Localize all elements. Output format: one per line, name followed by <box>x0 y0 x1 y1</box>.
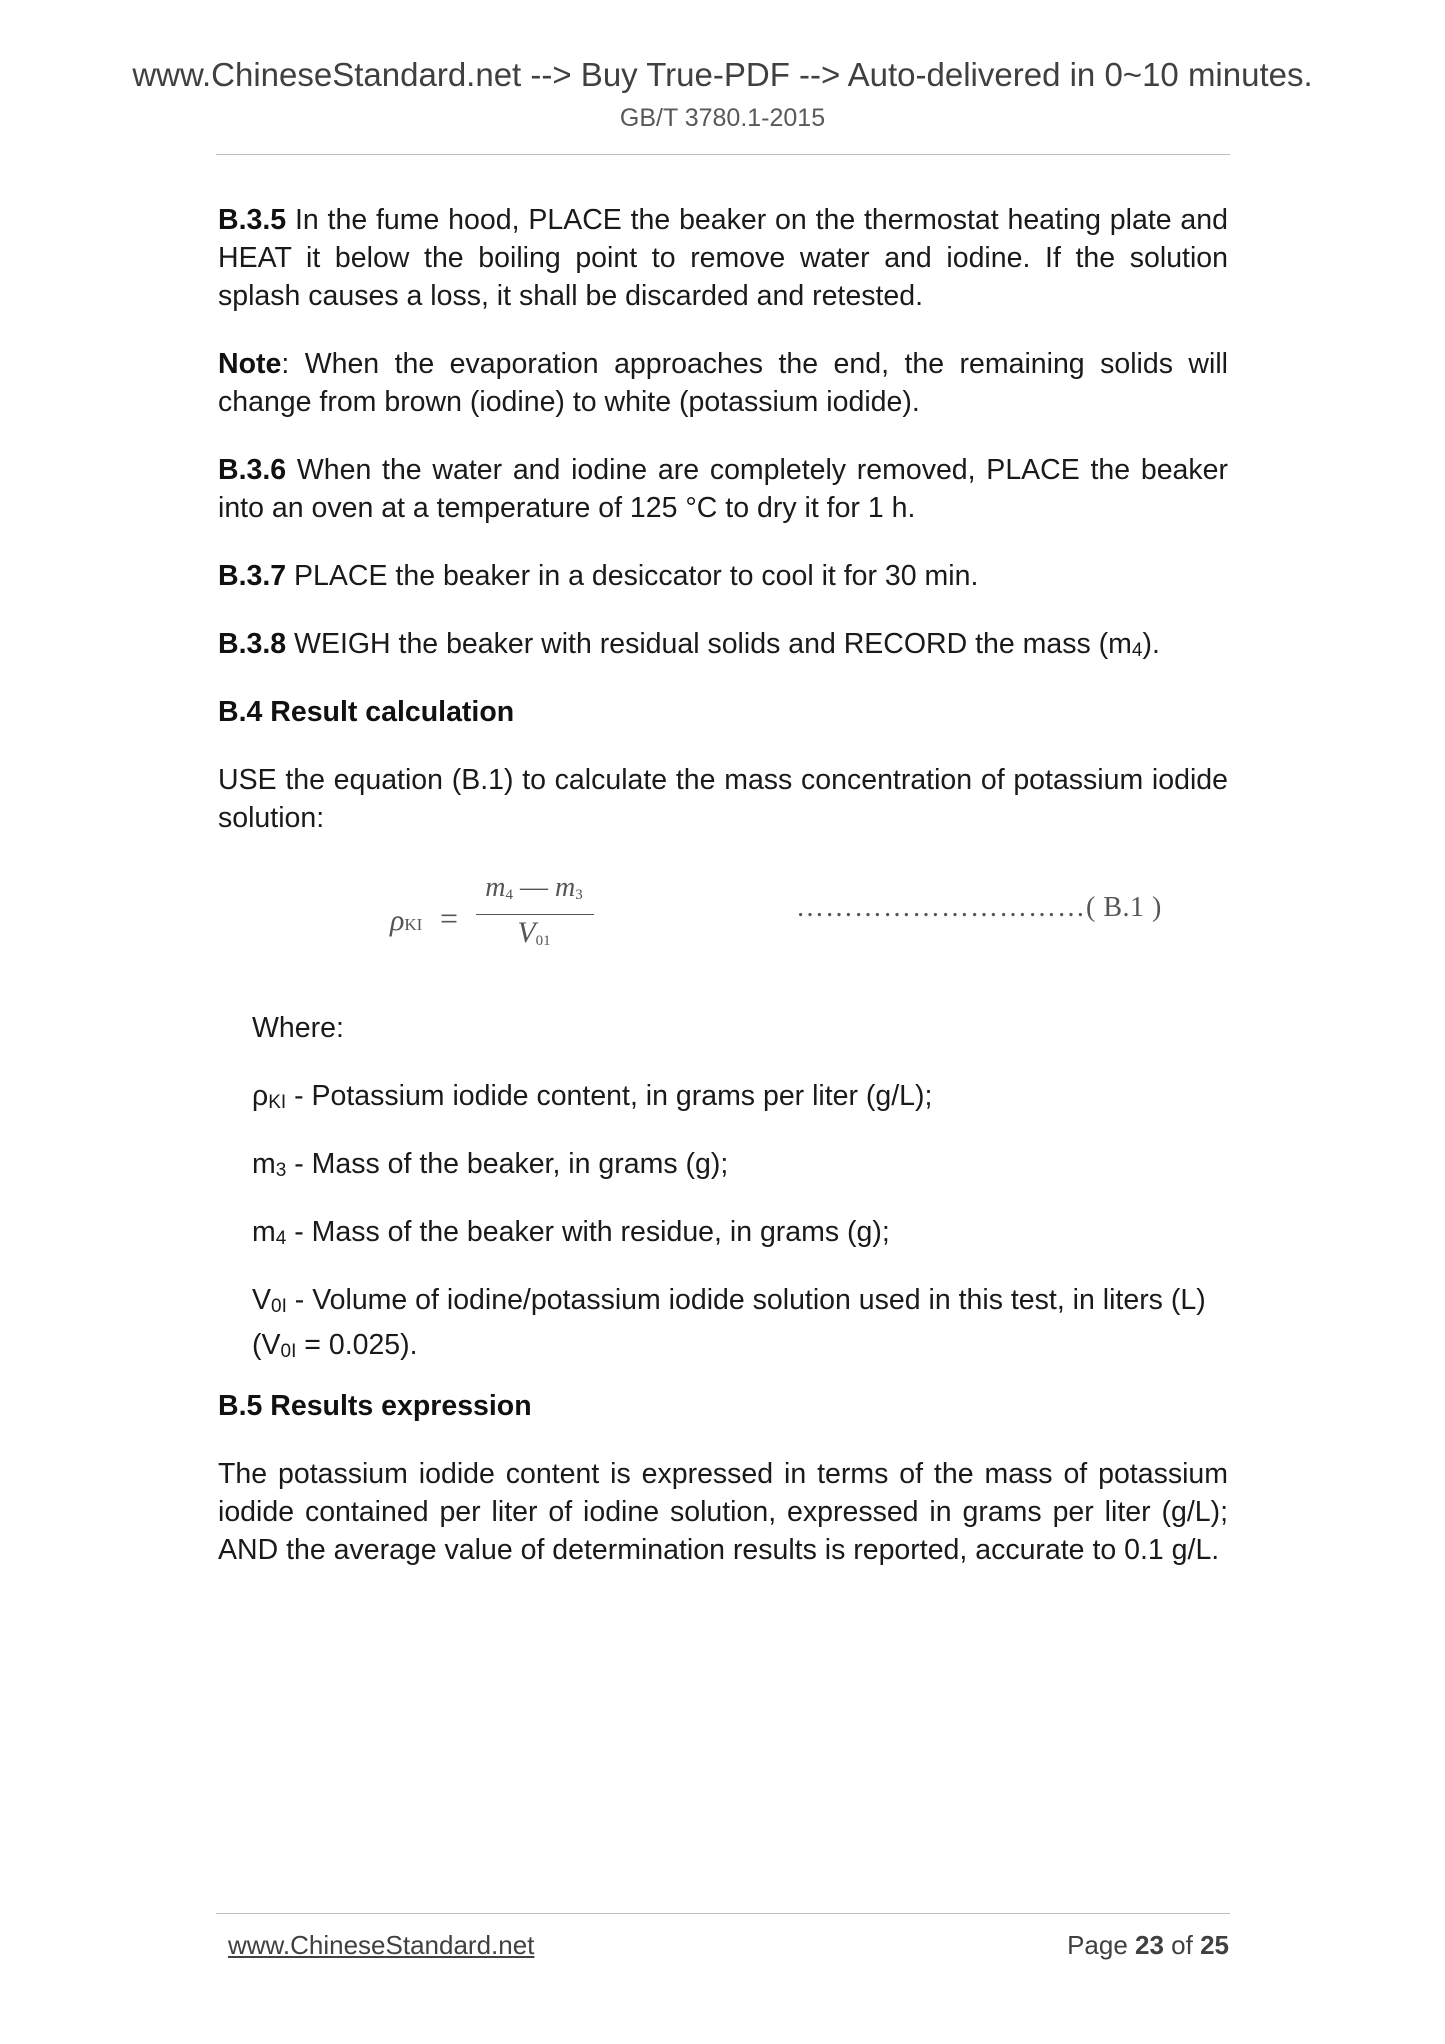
def-m4: $m_4$ - Mass of the beaker with residue, in grams (g); <box>252 1216 890 1249</box>
note-text: : When the evaporation approaches the end, the remaining solids will change from brown (iodine) to white (potassium iodide). <box>218 348 1228 418</box>
equation-numerator: $m_4$ — $m_3$ <box>485 872 583 903</box>
footer-website-link[interactable]: www.ChineseStandard.net <box>228 1930 535 1960</box>
header-promo-link[interactable]: www.ChineseStandard.net --> Buy True-PDF --> Auto-delivered in 0~10 minutes. <box>132 56 1313 93</box>
clause-b37-label: B.3.7 <box>218 560 287 592</box>
equation-equals: = <box>440 900 459 936</box>
def-v0i: $V_{0I}$ - Volume of iodine/potassium iodide solution used in this test, in liters (L) $(V_{0I} = 0.025)$. <box>252 1284 1206 1362</box>
clause-b38-sub: 4 <box>1131 640 1143 661</box>
equation-denominator: $V_{01}$ <box>517 916 551 949</box>
section-b4-heading: B.4 Result calculation <box>218 696 515 728</box>
standard-number: GB/T 3780.1-2015 <box>619 104 826 132</box>
where-label: Where: <box>252 1012 344 1044</box>
clause-b38-text: WEIGH the beaker with residual solids and RECORD the mass (m <box>286 628 1132 660</box>
clause-b37 <box>218 557 1228 595</box>
equation-b1 <box>390 872 630 956</box>
def-rho-ki: $\rho_{KI}$ - Potassium iodide content, in grams per liter (g/L); <box>252 1080 933 1113</box>
clause-b36 <box>218 451 1228 527</box>
clause-b37-text: PLACE the beaker in a desiccator to cool it for 30 min. <box>286 560 979 592</box>
clause-b36-label: B.3.6 <box>218 454 287 486</box>
note-label: Note <box>218 348 282 380</box>
equation-number: …………………………( B.1 ) <box>796 892 1162 923</box>
section-b5-heading: B.5 Results expression <box>218 1390 532 1422</box>
section-b5-text: The potassium iodide content is expressed in terms of the mass of potassium iodide contained per liter of iodine solution, expressed in grams per liter (g/L); AND the average value of determination results is reported, accurate to 0.1 g/L. <box>218 1458 1228 1566</box>
footer-divider <box>216 1913 1230 1914</box>
clause-b35-text: In the fume hood, PLACE the beaker on the thermostat heating plate and HEAT it below the boiling point to remove water and iodine. If the solution splash causes a loss, it shall be discarded and retested. <box>218 204 1228 312</box>
equation-lhs: ρKI <box>390 904 423 937</box>
header-divider <box>216 154 1230 155</box>
clause-b35-label: B.3.5 <box>218 204 287 236</box>
clause-b38-text-end: ). <box>1142 628 1160 660</box>
clause-b35 <box>218 201 1228 315</box>
section-b4-text: USE the equation (B.1) to calculate the mass concentration of potassium iodide solution: <box>218 764 1228 834</box>
fraction-bar <box>476 914 594 915</box>
def-m3: $m_3$ - Mass of the beaker, in grams (g); <box>252 1148 729 1181</box>
clause-b36-text: When the water and iodine are completely removed, PLACE the beaker into an oven at a temperature of 125 °C to dry it for 1 h. <box>218 454 1228 524</box>
page-number: Page 23 of 25 <box>1067 1930 1229 1960</box>
clause-b38-label: B.3.8 <box>218 628 287 660</box>
clause-b38 <box>218 625 1228 670</box>
note <box>218 345 1228 421</box>
